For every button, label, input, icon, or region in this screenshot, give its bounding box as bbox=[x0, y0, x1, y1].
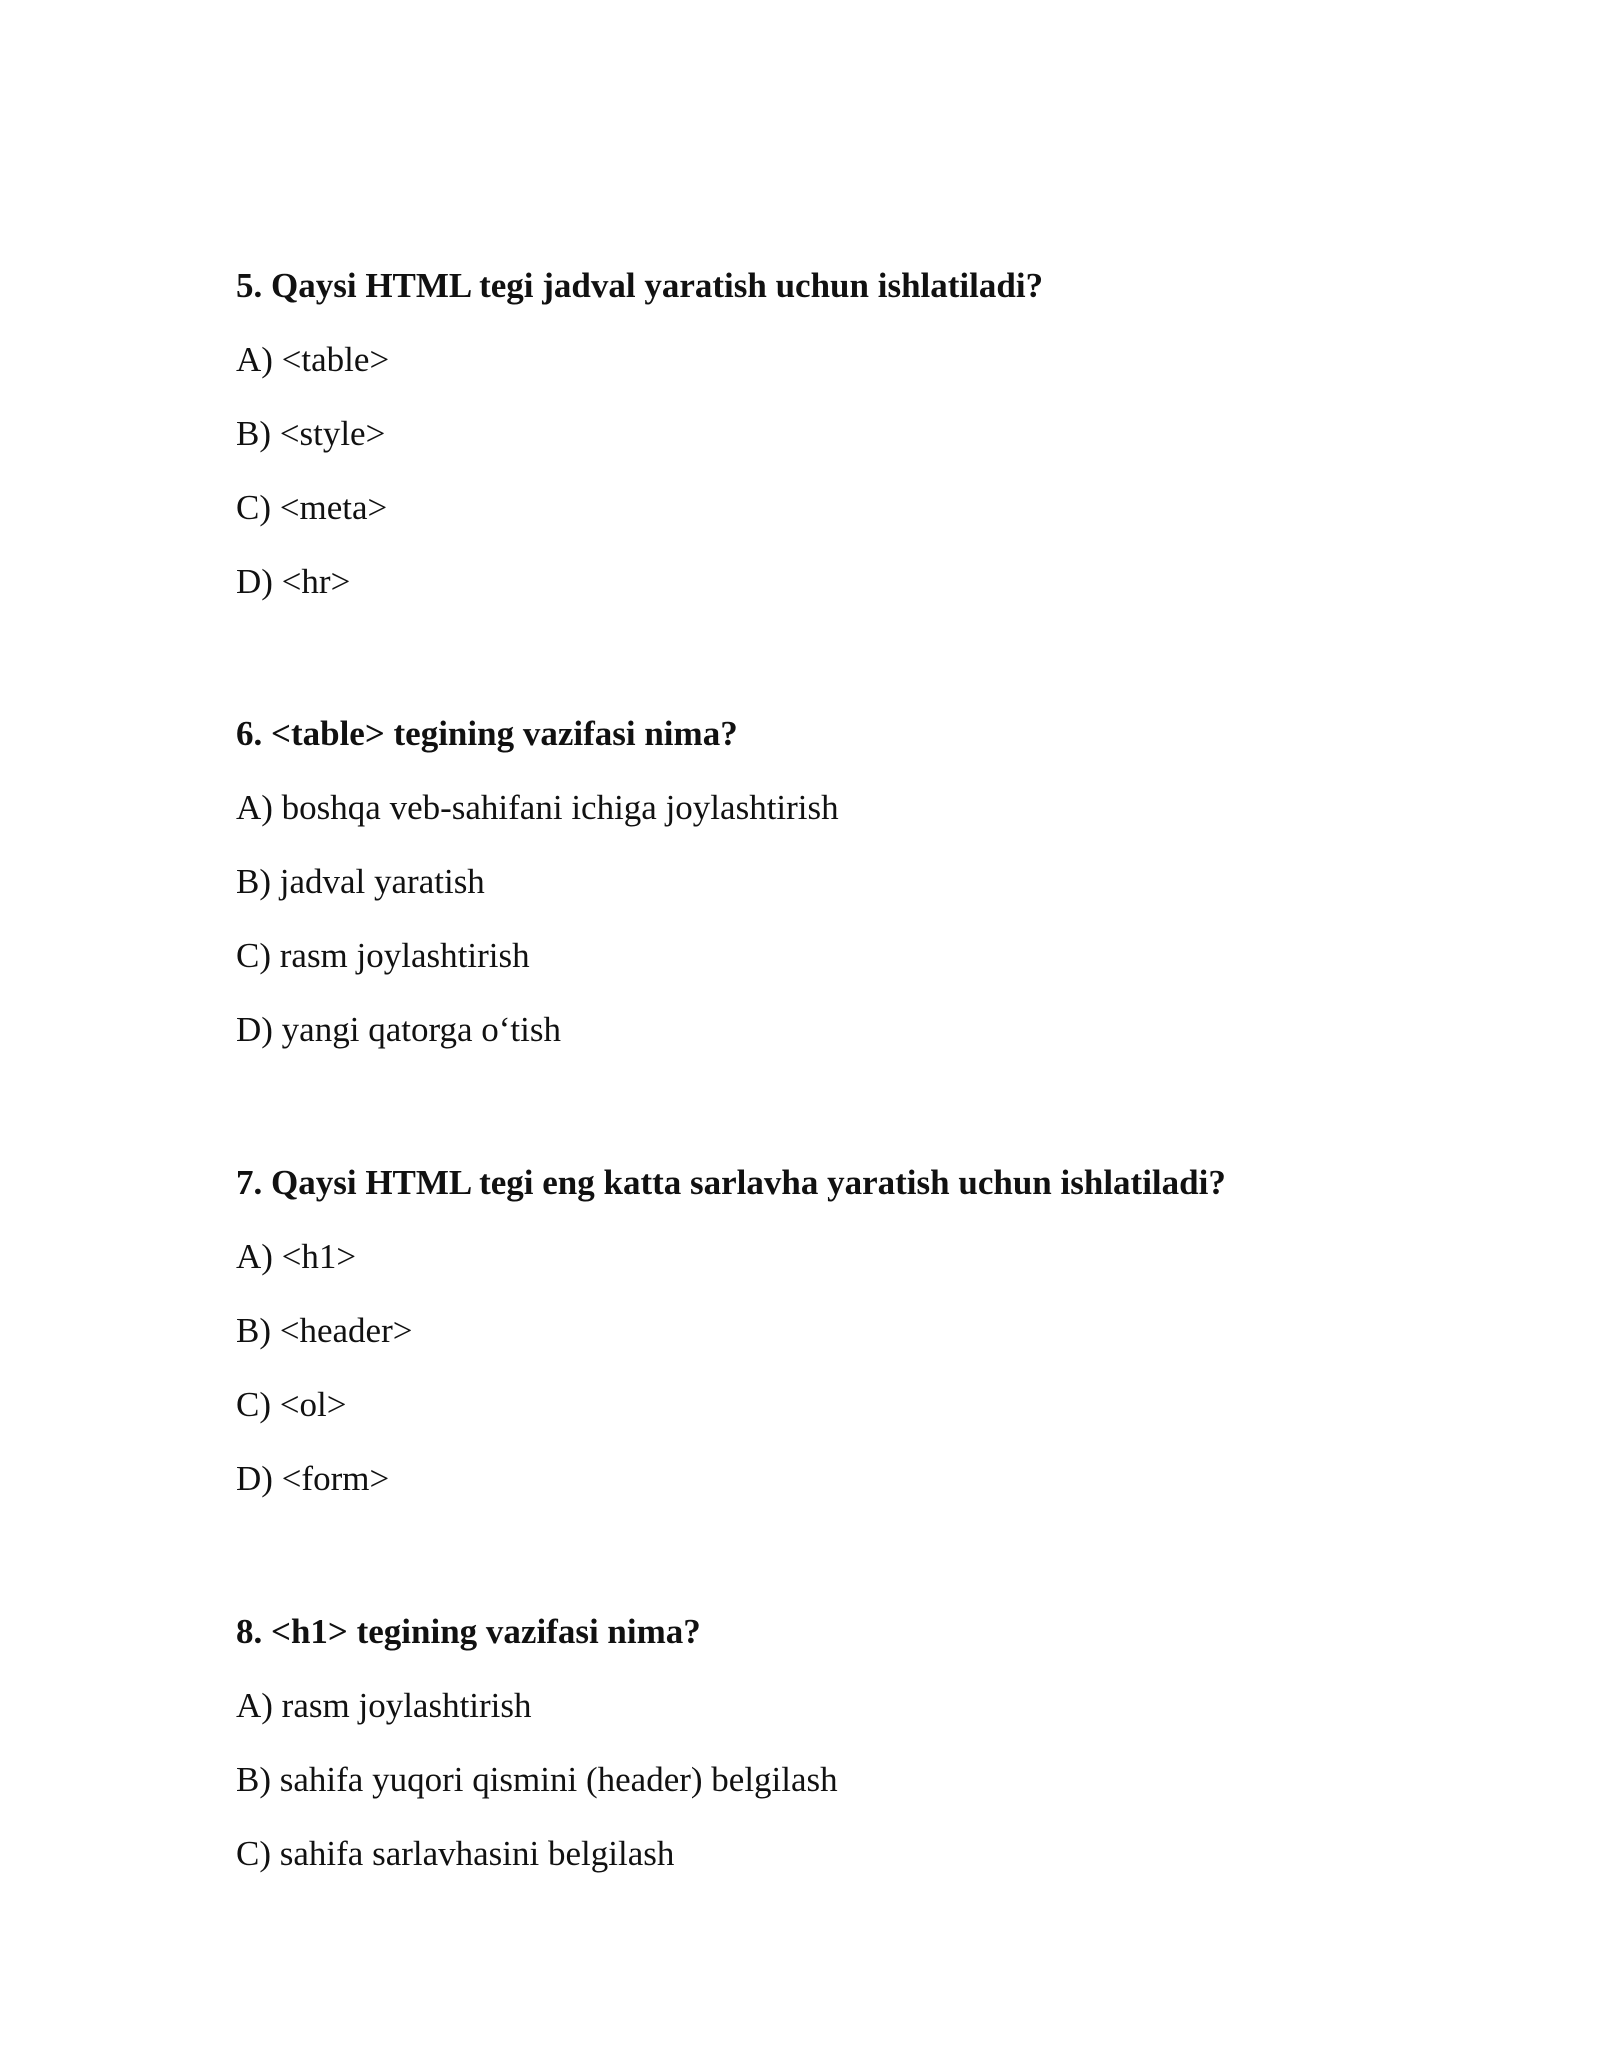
option-c: C) rasm joylashtirish bbox=[236, 936, 530, 975]
option-b: B) sahifa yuqori qismini (header) belgilash bbox=[236, 1760, 838, 1799]
option-c: C) <ol> bbox=[236, 1385, 347, 1424]
question-6 bbox=[236, 714, 1436, 1050]
option-a: A) <table> bbox=[236, 340, 390, 379]
option-b: B) <header> bbox=[236, 1311, 413, 1350]
question-7 bbox=[236, 1163, 1436, 1499]
question-title: 8. <h1> tegining vazifasi nima? bbox=[236, 1612, 701, 1651]
question-title: 5. Qaysi HTML tegi jadval yaratish uchun ishlatiladi? bbox=[236, 266, 1044, 305]
option-a: A) <h1> bbox=[236, 1237, 357, 1276]
question-title: 7. Qaysi HTML tegi eng katta sarlavha yaratish uchun ishlatiladi? bbox=[236, 1163, 1226, 1202]
option-a: A) rasm joylashtirish bbox=[236, 1686, 532, 1725]
option-d: D) yangi qatorga o‘tish bbox=[236, 1010, 561, 1049]
option-b: B) <style> bbox=[236, 414, 386, 453]
option-b: B) jadval yaratish bbox=[236, 862, 485, 901]
option-c: C) sahifa sarlavhasini belgilash bbox=[236, 1834, 675, 1873]
option-d: D) <hr> bbox=[236, 562, 351, 601]
question-title: 6. <table> tegining vazifasi nima? bbox=[236, 714, 738, 753]
question-8 bbox=[236, 1612, 1436, 1874]
option-d: D) <form> bbox=[236, 1459, 390, 1498]
question-5 bbox=[236, 266, 1436, 602]
option-c: C) <meta> bbox=[236, 488, 388, 527]
option-a: A) boshqa veb-sahifani ichiga joylashtirish bbox=[236, 788, 839, 827]
